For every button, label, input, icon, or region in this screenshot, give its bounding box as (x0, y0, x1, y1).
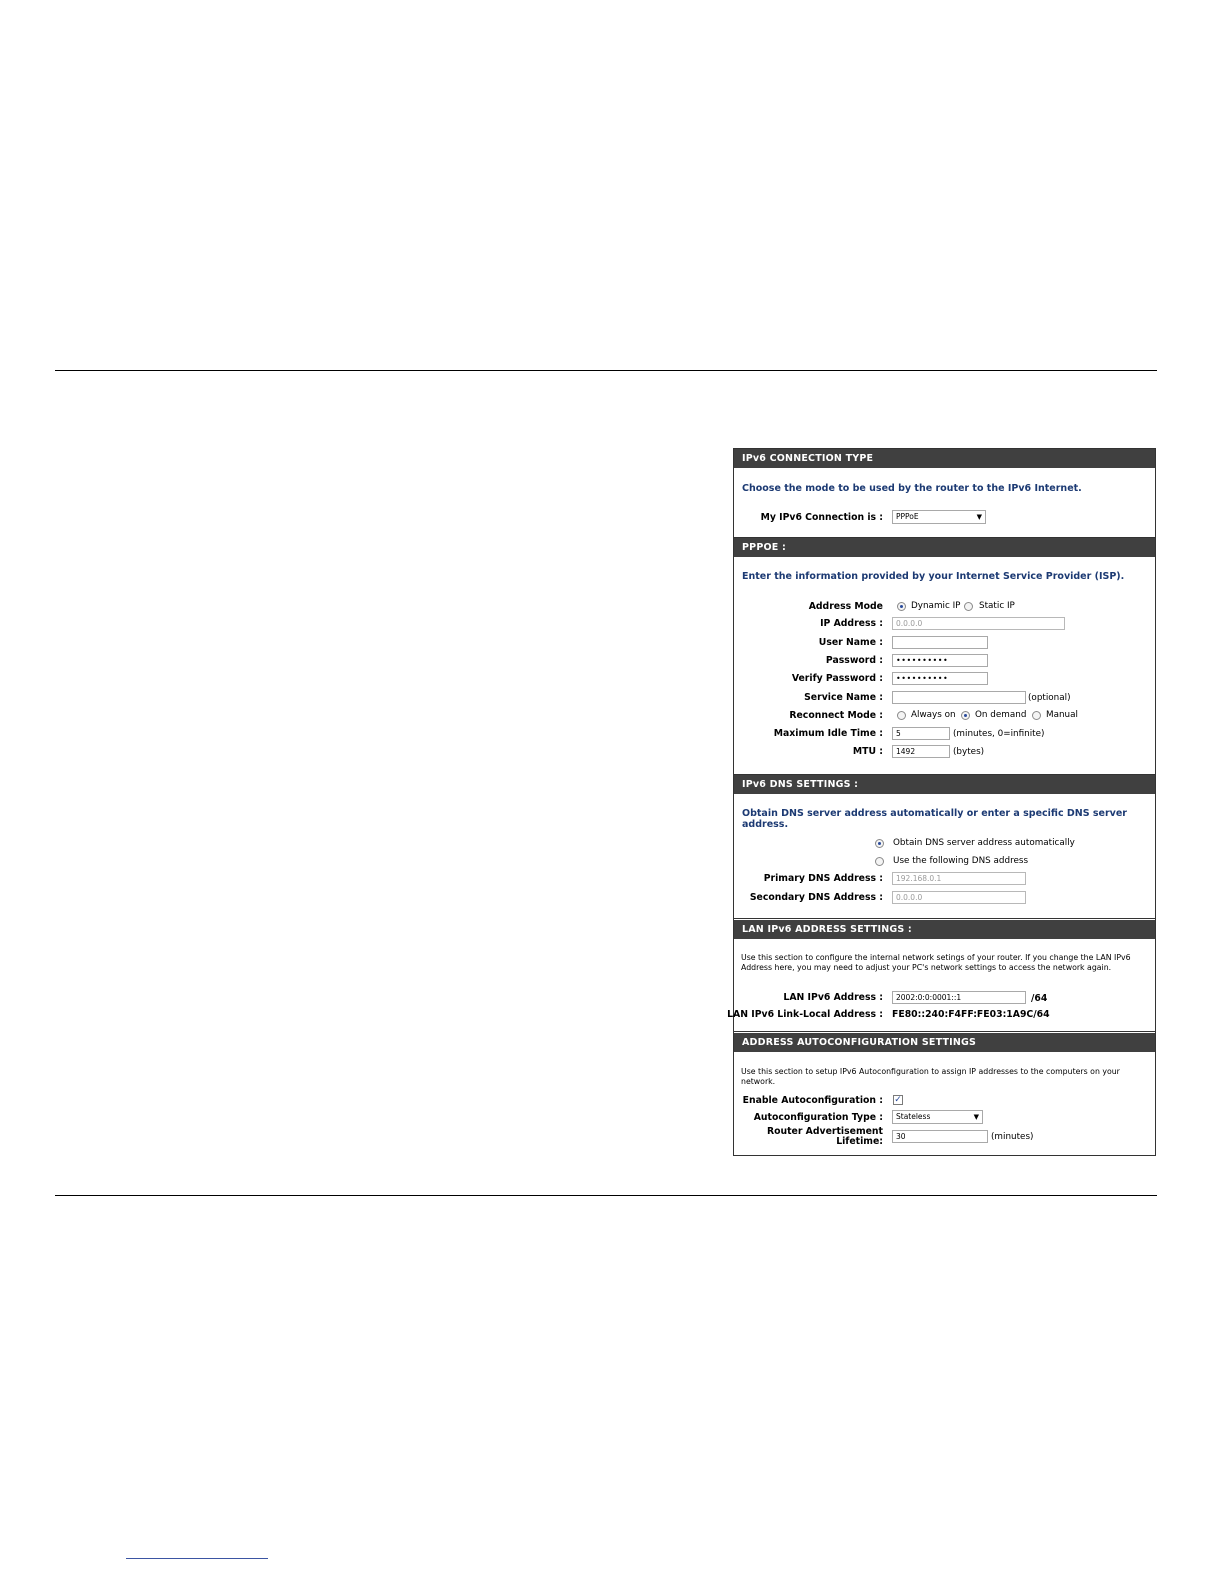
reconnect-manual-label: Manual (1046, 710, 1078, 720)
dns-manual-radio[interactable] (875, 857, 884, 866)
reconnect-always-radio[interactable] (897, 711, 906, 720)
router-advertisement-lifetime-input[interactable]: 30 (892, 1130, 988, 1143)
primary-dns-label: Primary DNS Address : (763, 873, 883, 884)
max-idle-time-input[interactable]: 5 (892, 727, 950, 740)
connection-type-label: My IPv6 Connection is : (760, 512, 883, 523)
password-label: Password : (825, 655, 883, 666)
section-header: ADDRESS AUTOCONFIGURATION SETTINGS (734, 1033, 1155, 1052)
router-advertisement-label-line2: Lifetime: (836, 1136, 883, 1147)
secondary-dns-input[interactable]: 0.0.0.0 (892, 891, 1026, 904)
enable-autoconfig-label: Enable Autoconfiguration : (742, 1095, 883, 1106)
autoconfig-section (734, 1033, 1155, 1155)
footer-link-underline[interactable] (126, 1558, 268, 1559)
section-divider (734, 537, 1155, 538)
primary-dns-input[interactable]: 192.168.0.1 (892, 872, 1026, 885)
dns-settings-section (734, 775, 1155, 918)
verify-password-input[interactable]: •••••••••• (892, 672, 988, 685)
autoconfig-type-select[interactable] (892, 1110, 983, 1124)
service-name-input[interactable] (892, 691, 1026, 704)
section-intro: Choose the mode to be used by the router to the IPv6 Internet. (742, 483, 1082, 494)
max-idle-time-note: (minutes, 0=infinite) (953, 729, 1045, 739)
mtu-input[interactable]: 1492 (892, 745, 950, 758)
router-advertisement-lifetime-note: (minutes) (991, 1132, 1034, 1142)
dns-auto-radio[interactable] (875, 839, 884, 848)
reconnect-ondemand-label: On demand (975, 710, 1027, 720)
section-intro: Obtain DNS server address automatically or enter a specific DNS server address. (742, 808, 1127, 830)
reconnect-always-label: Always on (911, 710, 956, 720)
autoconfig-type-label: Autoconfiguration Type : (753, 1112, 883, 1123)
address-mode-label: Address Mode (808, 601, 883, 612)
section-header: IPv6 CONNECTION TYPE (734, 449, 1155, 468)
dns-auto-label: Obtain DNS server address automatically (893, 838, 1075, 848)
link-local-label: LAN IPv6 Link-Local Address : (727, 1009, 883, 1020)
secondary-dns-label: Secondary DNS Address : (749, 892, 883, 903)
section-divider (734, 1031, 1155, 1032)
router-advertisement-label-line1: Router Advertisement (766, 1126, 883, 1137)
chevron-down-icon: ▼ (973, 1113, 979, 1121)
section-divider (734, 774, 1155, 775)
reconnect-mode-label: Reconnect Mode : (789, 710, 883, 721)
service-name-label: Service Name : (804, 692, 883, 703)
checkmark-icon: ✓ (894, 1095, 902, 1105)
router-advertisement-label (767, 1127, 883, 1147)
max-idle-time-label: Maximum Idle Time : (773, 728, 883, 739)
autoconfig-type-value: Stateless (896, 1112, 931, 1121)
link-local-value: FE80::240:F4FF:FE03:1A9C/64 (892, 1009, 1050, 1020)
user-name-label: User Name : (818, 637, 883, 648)
lan-prefix-length: /64 (1031, 993, 1048, 1004)
section-intro: Use this section to setup IPv6 Autoconfiguration to assign IP addresses to the computers on your network. (741, 1067, 1120, 1086)
lan-ipv6-address-input[interactable]: 2002:0:0:0001::1 (892, 991, 1026, 1004)
ip-address-label: IP Address : (820, 618, 883, 629)
mtu-label: MTU : (852, 746, 883, 757)
reconnect-manual-radio[interactable] (1032, 711, 1041, 720)
address-mode-dynamic-radio[interactable] (897, 602, 906, 611)
section-intro: Enter the information provided by your Internet Service Provider (ISP). (742, 571, 1125, 582)
enable-autoconfig-checkbox[interactable] (893, 1095, 903, 1105)
address-mode-static-label: Static IP (979, 601, 1015, 611)
section-header: LAN IPv6 ADDRESS SETTINGS : (734, 920, 1155, 939)
service-name-note: (optional) (1028, 693, 1071, 703)
ip-address-input[interactable]: 0.0.0.0 (892, 617, 1065, 630)
reconnect-ondemand-radio[interactable] (961, 711, 970, 720)
address-mode-static-radio[interactable] (964, 602, 973, 611)
ipv6-settings-panel (727, 448, 1156, 1156)
section-header: PPPOE : (734, 538, 1155, 557)
top-divider (55, 370, 1157, 371)
bottom-divider (55, 1195, 1157, 1196)
pppoe-section (734, 538, 1155, 774)
password-input[interactable]: •••••••••• (892, 654, 988, 667)
mtu-note: (bytes) (953, 747, 985, 757)
user-name-input[interactable] (892, 636, 988, 649)
connection-type-select[interactable] (892, 510, 986, 524)
lan-address-section (727, 920, 1155, 1031)
section-intro: Use this section to configure the internal network setings of your router. If you change the LAN IPv6 Address here, you may need to adjust your PC's network settings to access the network again. (741, 953, 1131, 972)
verify-password-label: Verify Password : (791, 673, 883, 684)
dns-manual-label: Use the following DNS address (893, 856, 1029, 866)
section-header: IPv6 DNS SETTINGS : (734, 775, 1155, 794)
chevron-down-icon: ▼ (976, 513, 982, 521)
address-mode-dynamic-label: Dynamic IP (911, 601, 961, 611)
lan-ipv6-address-label: LAN IPv6 Address : (783, 992, 883, 1003)
connection-type-section (734, 449, 1155, 537)
connection-type-value: PPPoE (896, 512, 919, 521)
section-divider (734, 918, 1155, 919)
